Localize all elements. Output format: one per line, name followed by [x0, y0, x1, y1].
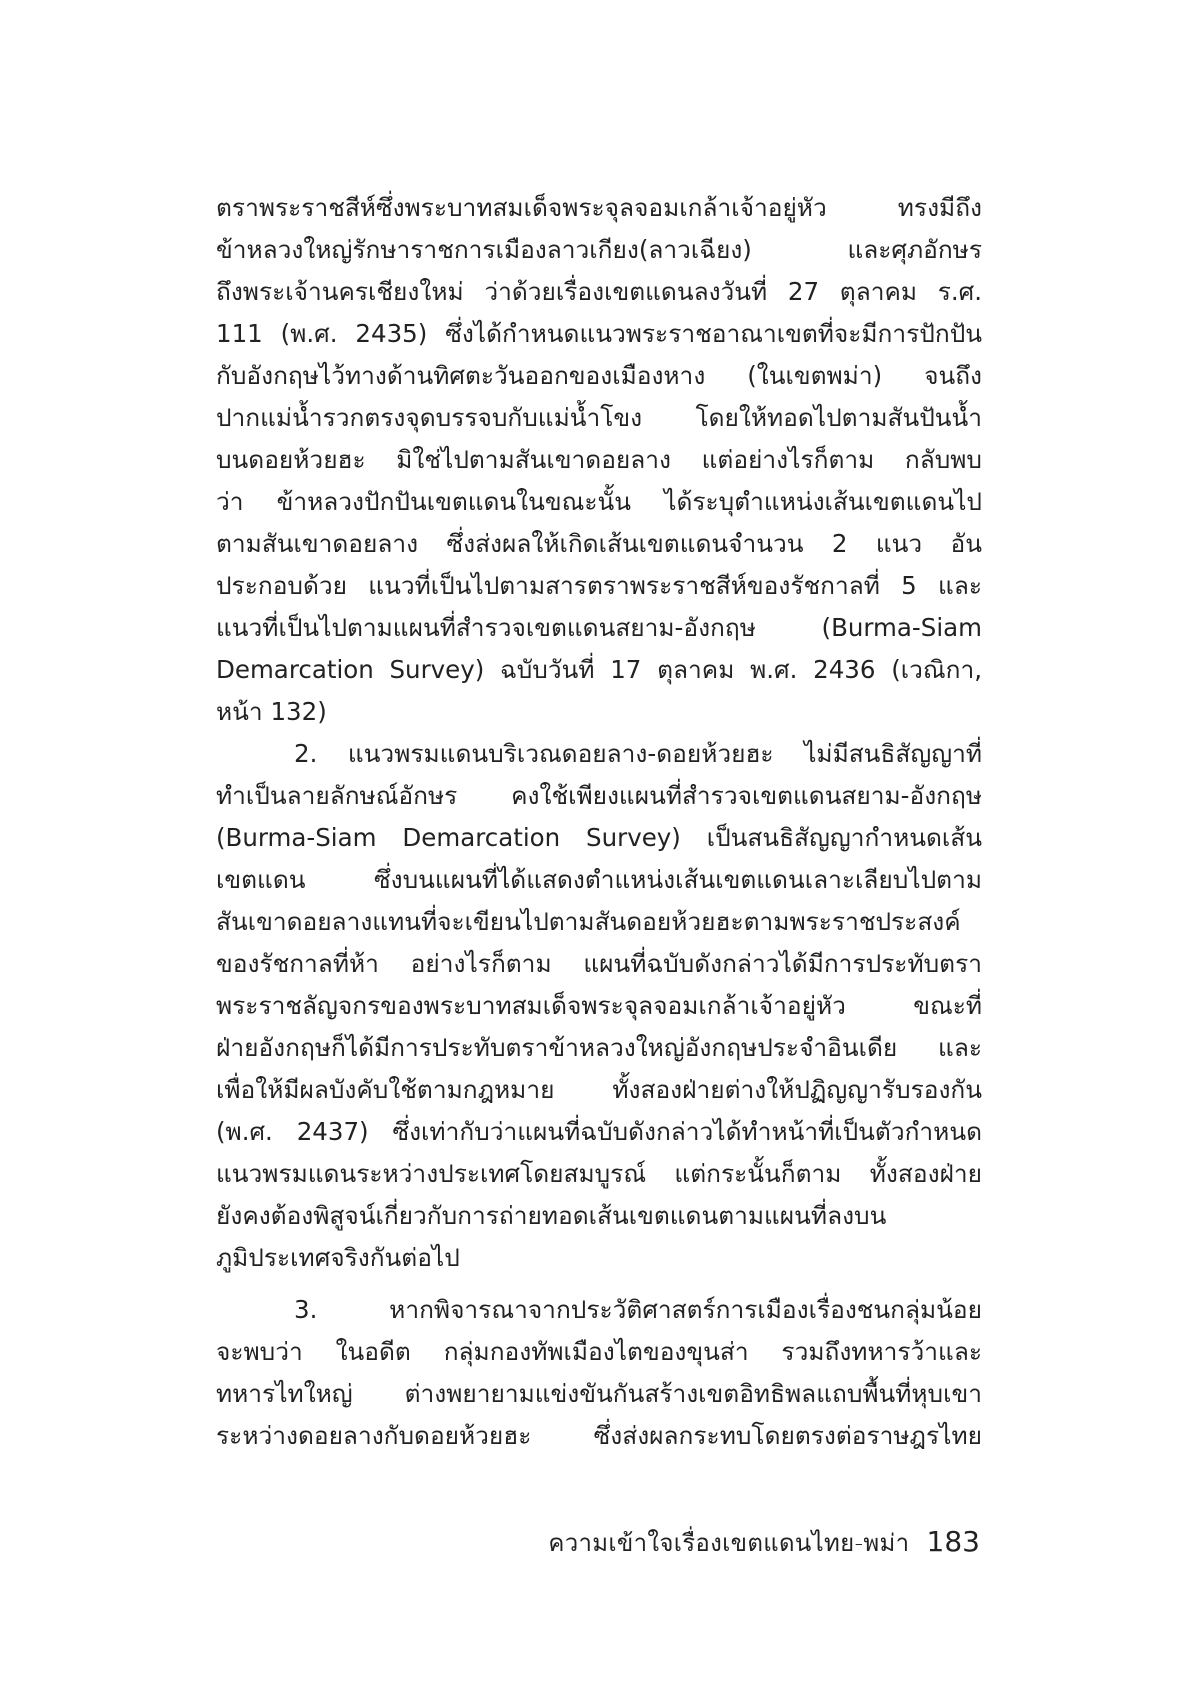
text-line: 3. หากพิจารณาจากประวัติศาสตร์การเมืองเรื่องชนกลุ่มน้อย	[294, 1295, 982, 1324]
text-line: ตามสันเขาดอยลาง ซึ่งส่งผลให้เกิดเส้นเขตแดนจำนวน 2 แนว อัน	[216, 529, 982, 558]
text-line: ฝ่ายอังกฤษก็ได้มีการประทับตราข้าหลวงใหญ่อังกฤษประจำอินเดีย และ	[216, 1033, 982, 1062]
paragraph-3	[216, 1289, 982, 1457]
text-line: พระราชลัญจกรของพระบาทสมเด็จพระจุลจอมเกล้าเจ้าอยู่หัว ขณะที่	[216, 991, 982, 1020]
text-line: ของรัชกาลที่ห้า อย่างไรก็ตาม แผนที่ฉบับดังกล่าวได้มีการประทับตรา	[216, 949, 982, 978]
text-line: Demarcation Survey) ฉบับวันที่ 17 ตุลาคม พ.ศ. 2436 (เวณิกา,	[216, 655, 982, 684]
text-line: จะพบว่า ในอดีต กลุ่มกองทัพเมืองไตของขุนส่า รวมถึงทหารว้าและ	[216, 1337, 982, 1366]
page-footer	[548, 1523, 980, 1562]
text-line: บนดอยห้วยฮะ มิใช่ไปตามสันเขาดอยลาง แต่อย่างไรก็ตาม กลับพบ	[216, 445, 982, 474]
text-line: ทำเป็นลายลักษณ์อักษร คงใช้เพียงแผนที่สำรวจเขตแดนสยาม-อังกฤษ	[216, 781, 982, 810]
text-line: (Burma-Siam Demarcation Survey) เป็นสนธิสัญญากำหนดเส้น	[216, 823, 982, 852]
running-title: ความเข้าใจเรื่องเขตแดนไทย-พม่า	[548, 1529, 910, 1557]
body-text	[216, 187, 982, 1457]
text-line: ปากแม่น้ำรวกตรงจุดบรรจบกับแม่น้ำโขง โดยให้ทอดไปตามสันปันน้ำ	[216, 403, 982, 432]
text-line: สันเขาดอยลางแทนที่จะเขียนไปตามสันดอยห้วยฮะตามพระราชประสงค์	[216, 907, 961, 936]
text-line: เขตแดน ซึ่งบนแผนที่ได้แสดงตำแหน่งเส้นเขตแดนเลาะเลียบไปตาม	[216, 865, 982, 894]
text-line: แนวพรมแดนระหว่างประเทศโดยสมบูรณ์ แต่กระนั้นก็ตาม ทั้งสองฝ่าย	[216, 1159, 982, 1188]
text-line: หน้า 132)	[216, 697, 327, 726]
paragraph-2	[216, 733, 982, 1279]
text-line: ทหารไทใหญ่ ต่างพยายามแข่งขันกันสร้างเขตอิทธิพลแถบพื้นที่หุบเขา	[216, 1379, 982, 1408]
text-line: ว่า ข้าหลวงปักปันเขตแดนในขณะนั้น ได้ระบุตำแหน่งเส้นเขตแดนไป	[216, 487, 982, 516]
text-line: (พ.ศ. 2437) ซึ่งเท่ากับว่าแผนที่ฉบับดังกล่าวได้ทำหน้าที่เป็นตัวกำหนด	[216, 1117, 982, 1146]
paragraph-1	[216, 187, 982, 733]
text-line: แนวที่เป็นไปตามแผนที่สำรวจเขตแดนสยาม-อังกฤษ (Burma-Siam	[216, 613, 982, 642]
text-line: 111 (พ.ศ. 2435) ซึ่งได้กำหนดแนวพระราชอาณาเขตที่จะมีการปักปัน	[216, 319, 982, 348]
text-line: กับอังกฤษไว้ทางด้านทิศตะวันออกของเมืองหาง (ในเขตพม่า) จนถึง	[216, 361, 982, 390]
text-line: ตราพระราชสีห์ซึ่งพระบาทสมเด็จพระจุลจอมเกล้าเจ้าอยู่หัว ทรงมีถึง	[216, 193, 982, 222]
page-number: 183	[926, 1525, 980, 1558]
text-line: ระหว่างดอยลางกับดอยห้วยฮะ ซึ่งส่งผลกระทบโดยตรงต่อราษฎรไทย	[216, 1421, 982, 1450]
text-line: ภูมิประเทศจริงกันต่อไป	[216, 1243, 460, 1272]
text-line: เพื่อให้มีผลบังคับใช้ตามกฎหมาย ทั้งสองฝ่ายต่างให้ปฏิญญารับรองกัน	[216, 1075, 982, 1104]
text-line: ยังคงต้องพิสูจน์เกี่ยวกับการถ่ายทอดเส้นเขตแดนตามแผนที่ลงบน	[216, 1201, 887, 1230]
text-line: ถึงพระเจ้านครเชียงใหม่ ว่าด้วยเรื่องเขตแดนลงวันที่ 27 ตุลาคม ร.ศ.	[216, 277, 982, 306]
text-line: ข้าหลวงใหญ่รักษาราชการเมืองลาวเกียง(ลาวเฉียง) และศุภอักษร	[216, 235, 982, 264]
text-line: ประกอบด้วย แนวที่เป็นไปตามสารตราพระราชสีห์ของรัชกาลที่ 5 และ	[216, 571, 982, 600]
text-line: 2. แนวพรมแดนบริเวณดอยลาง-ดอยห้วยฮะ ไม่มีสนธิสัญญาที่	[294, 739, 982, 768]
